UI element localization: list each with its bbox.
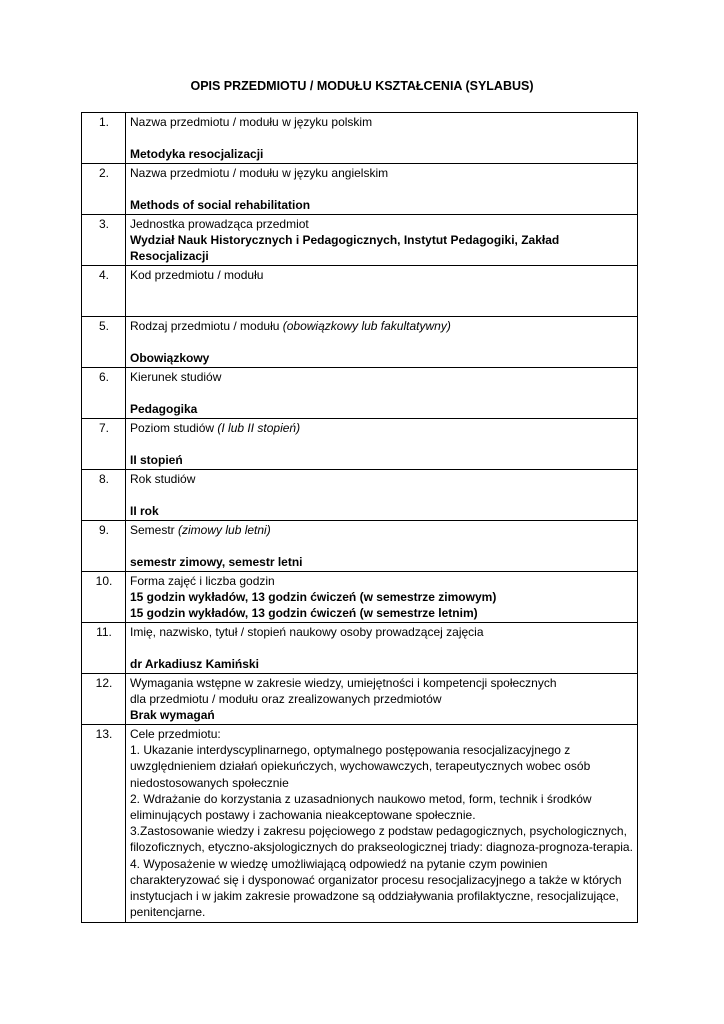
table-row bbox=[82, 521, 638, 572]
row-content bbox=[126, 470, 638, 521]
goal-item: 2. Wdrażanie do korzystania z uzasadnionych naukowo metod, form, technik i środków eliminujących postawy i zachowania nieakceptowane społecznie. bbox=[130, 791, 592, 823]
row-value: Brak wymagań bbox=[130, 708, 215, 723]
row-number: 9. bbox=[82, 521, 126, 572]
row-value: Methods of social rehabilitation bbox=[130, 198, 311, 213]
row-content bbox=[126, 215, 638, 266]
row-label-hint: (zimowy lub letni) bbox=[178, 523, 271, 537]
row-label: Cele przedmiotu: bbox=[130, 727, 221, 741]
row-label: Kod przedmiotu / modułu bbox=[130, 268, 264, 282]
row-value: dr Arkadiusz Kamiński bbox=[130, 657, 259, 672]
row-value: II stopień bbox=[130, 453, 183, 468]
row-value: Wydział Nauk Historycznych i Pedagogicznych, Instytut Pedagogiki, Zakład Resocjalizacji bbox=[130, 233, 560, 264]
table-row bbox=[82, 164, 638, 215]
row-label bbox=[130, 318, 634, 334]
row-label: Nazwa przedmiotu / modułu w języku polskim bbox=[130, 115, 373, 129]
row-number: 13. bbox=[82, 725, 126, 923]
row-content bbox=[126, 725, 638, 923]
row-number: 2. bbox=[82, 164, 126, 215]
row-label: Jednostka prowadząca przedmiot bbox=[130, 217, 309, 231]
row-content bbox=[126, 317, 638, 368]
row-value: 15 godzin wykładów, 13 godzin ćwiczeń (w semestrze letnim) bbox=[130, 606, 478, 621]
row-number: 4. bbox=[82, 266, 126, 317]
row-label-text: Semestr bbox=[130, 523, 179, 537]
row-content bbox=[126, 419, 638, 470]
row-label-hint: (obowiązkowy lub fakultatywny) bbox=[282, 319, 451, 333]
row-label: Forma zajęć i liczba godzin bbox=[130, 574, 275, 588]
table-row bbox=[82, 623, 638, 674]
goal-item: 1. Ukazanie interdyscyplinarnego, optymalnego postępowania resocjalizacyjnego z uwzględnieniem działań opiekuńczych, wychowawczych, terapeutycznych wobec osób niedostosowanych społecznie bbox=[130, 743, 591, 790]
syllabus-table bbox=[81, 112, 638, 923]
row-number: 7. bbox=[82, 419, 126, 470]
row-label: Nazwa przedmiotu / modułu w języku angielskim bbox=[130, 166, 389, 180]
row-label bbox=[130, 522, 634, 538]
row-number: 12. bbox=[82, 674, 126, 725]
table-row bbox=[82, 470, 638, 521]
row-content bbox=[126, 266, 638, 317]
row-label: Wymagania wstępne w zakresie wiedzy, umiejętności i kompetencji społecznych bbox=[130, 676, 557, 690]
table-row bbox=[82, 572, 638, 623]
row-value: II rok bbox=[130, 504, 159, 519]
table-row bbox=[82, 725, 638, 923]
row-content bbox=[126, 368, 638, 419]
table-row bbox=[82, 368, 638, 419]
row-number: 10. bbox=[82, 572, 126, 623]
row-number: 8. bbox=[82, 470, 126, 521]
row-label: Imię, nazwisko, tytuł / stopień naukowy osoby prowadzącej zajęcia bbox=[130, 625, 484, 639]
row-content bbox=[126, 572, 638, 623]
row-number: 5. bbox=[82, 317, 126, 368]
row-value: Pedagogika bbox=[130, 402, 198, 417]
row-label: dla przedmiotu / modułu oraz zrealizowanych przedmiotów bbox=[130, 692, 442, 707]
goal-item: 3.Zastosowanie wiedzy i zakresu pojęciowego z podstaw pedagogicznych, psychologicznych, filozoficznych, etyczno-aksjologicznych do prakseologicznej triady: diagnoza-prognoza-terapia. bbox=[130, 824, 633, 855]
row-label: Kierunek studiów bbox=[130, 370, 222, 384]
row-content bbox=[126, 521, 638, 572]
document-title: OPIS PRZEDMIOTU / MODUŁU KSZTAŁCENIA (SYLABUS) bbox=[190, 79, 534, 93]
row-content bbox=[126, 674, 638, 725]
row-label-hint: (I lub II stopień) bbox=[217, 421, 301, 435]
row-label: Rok studiów bbox=[130, 472, 196, 486]
row-content bbox=[126, 113, 638, 164]
row-content bbox=[126, 623, 638, 674]
row-value: 15 godzin wykładów, 13 godzin ćwiczeń (w semestrze zimowym) bbox=[130, 590, 497, 605]
row-label bbox=[130, 420, 634, 436]
table-row bbox=[82, 674, 638, 725]
table-row bbox=[82, 317, 638, 368]
row-value: Obowiązkowy bbox=[130, 351, 210, 366]
table-row bbox=[82, 266, 638, 317]
row-content bbox=[126, 164, 638, 215]
table-row bbox=[82, 419, 638, 470]
row-label-text: Rodzaj przedmiotu / modułu bbox=[130, 319, 283, 333]
row-number: 3. bbox=[82, 215, 126, 266]
row-value: semestr zimowy, semestr letni bbox=[130, 555, 303, 570]
table-row bbox=[82, 215, 638, 266]
table-row bbox=[82, 113, 638, 164]
row-number: 6. bbox=[82, 368, 126, 419]
row-label-text: Poziom studiów bbox=[130, 421, 218, 435]
row-number: 11. bbox=[82, 623, 126, 674]
goal-item: 4. Wyposażenie w wiedzę umożliwiającą odpowiedź na pytanie czym powinien charakteryzować się i dysponować organizator procesu resocjalizacyjnego a także w których instytucjach i w jakim zakresie prowadzone są oddziaływania profilaktyczne, resocjalizujące, penitencjarne. bbox=[130, 856, 622, 920]
row-value: Metodyka resocjalizacji bbox=[130, 147, 264, 162]
row-number: 1. bbox=[82, 113, 126, 164]
